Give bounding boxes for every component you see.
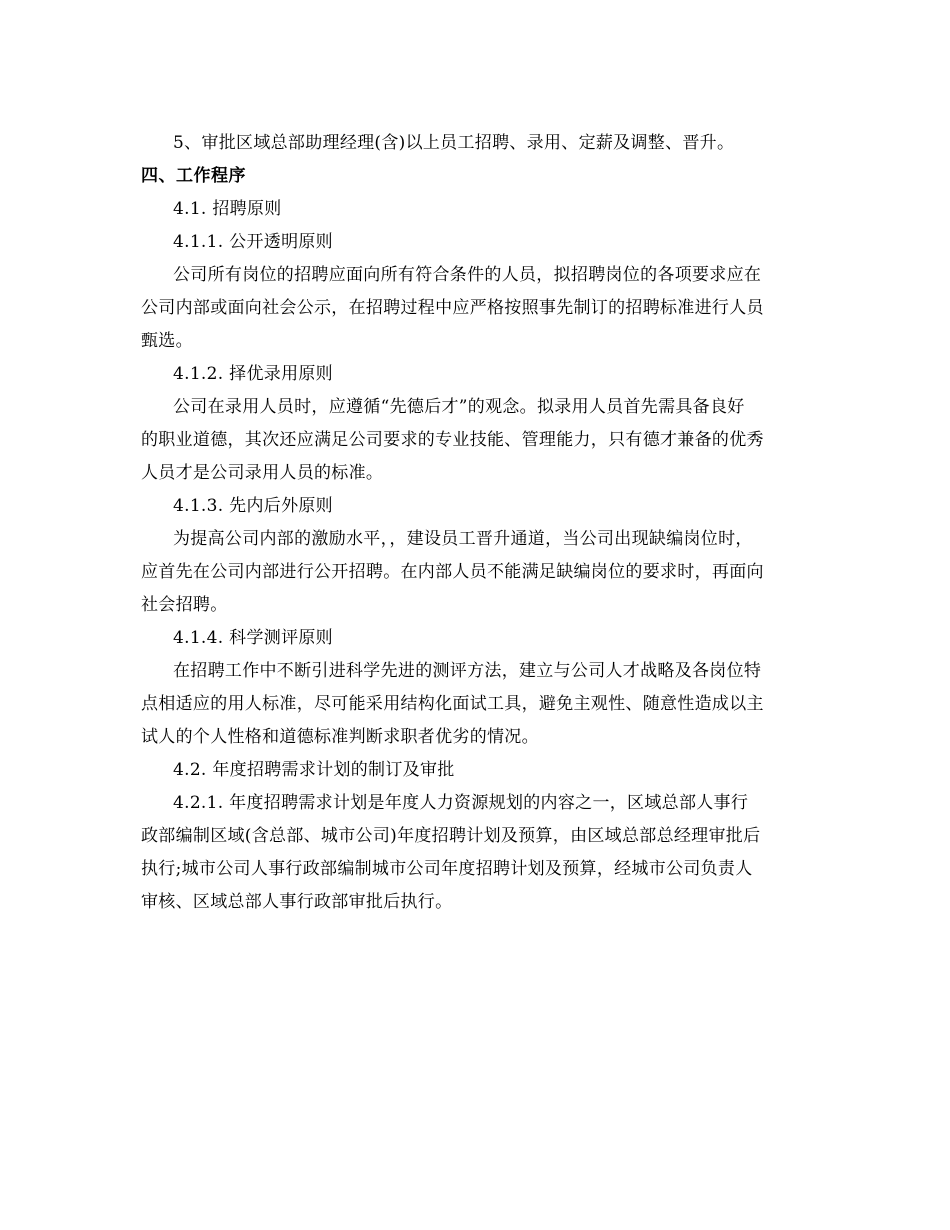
text-line: 应首先在公司内部进行公开招聘。在内部人员不能满足缺编岗位的要求时，再面向	[141, 562, 764, 582]
text-line: 4.1. 招聘原则	[173, 199, 282, 219]
text-line: 执行;城市公司人事行政部编制城市公司年度招聘计划及预算，经城市公司负责人	[141, 859, 753, 879]
text-line: 公司在录用人员时，应遵循“先德后才”的观念。拟录用人员首先需具备良好	[173, 397, 745, 417]
text-line: 5、审批区域总部助理经理(含)以上员工招聘、录用、定薪及调整、晋升。	[173, 133, 735, 153]
text-line: 社会招聘。	[141, 595, 228, 615]
text-line: 公司内部或面向社会公示，在招聘过程中应严格按照事先制订的招聘标准进行人员	[141, 298, 764, 318]
text-line: 4.1.4. 科学测评原则	[173, 628, 333, 648]
text-line: 4.1.3. 先内后外原则	[173, 496, 333, 516]
section-heading: 四、工作程序	[141, 166, 246, 186]
text-line: 公司所有岗位的招聘应面向所有符合条件的人员，拟招聘岗位的各项要求应在	[173, 265, 762, 285]
text-line: 在招聘工作中不断引进科学先进的测评方法，建立与公司人才战略及各岗位特	[173, 661, 762, 681]
text-line: 4.2.1. 年度招聘需求计划是年度人力资源规划的内容之一，区域总部人事行	[173, 793, 749, 813]
text-line: 政部编制区域(含总部、城市公司)年度招聘计划及预算，由区域总部总经理审批后	[141, 826, 761, 846]
text-line: 为提高公司内部的激励水平，，建设员工晋升通道，当公司出现缺编岗位时，	[173, 529, 753, 549]
text-line: 4.1.1. 公开透明原则	[173, 232, 333, 252]
text-line: 4.1.2. 择优录用原则	[173, 364, 333, 384]
text-line: 的职业道德，其次还应满足公司要求的专业技能、管理能力，只有德才兼备的优秀	[141, 430, 764, 450]
text-line: 点相适应的用人标准，尽可能采用结构化面试工具，避免主观性、随意性造成以主	[141, 694, 764, 714]
text-line: 甄选。	[141, 331, 193, 351]
text-line: 人员才是公司录用人员的标准。	[141, 463, 384, 483]
text-line: 4.2. 年度招聘需求计划的制订及审批	[173, 760, 455, 780]
text-line: 试人的个人性格和道德标准判断求职者优劣的情况。	[141, 727, 539, 747]
document-body	[141, 127, 813, 919]
text-line: 审核、区域总部人事行政部审批后执行。	[141, 892, 453, 912]
